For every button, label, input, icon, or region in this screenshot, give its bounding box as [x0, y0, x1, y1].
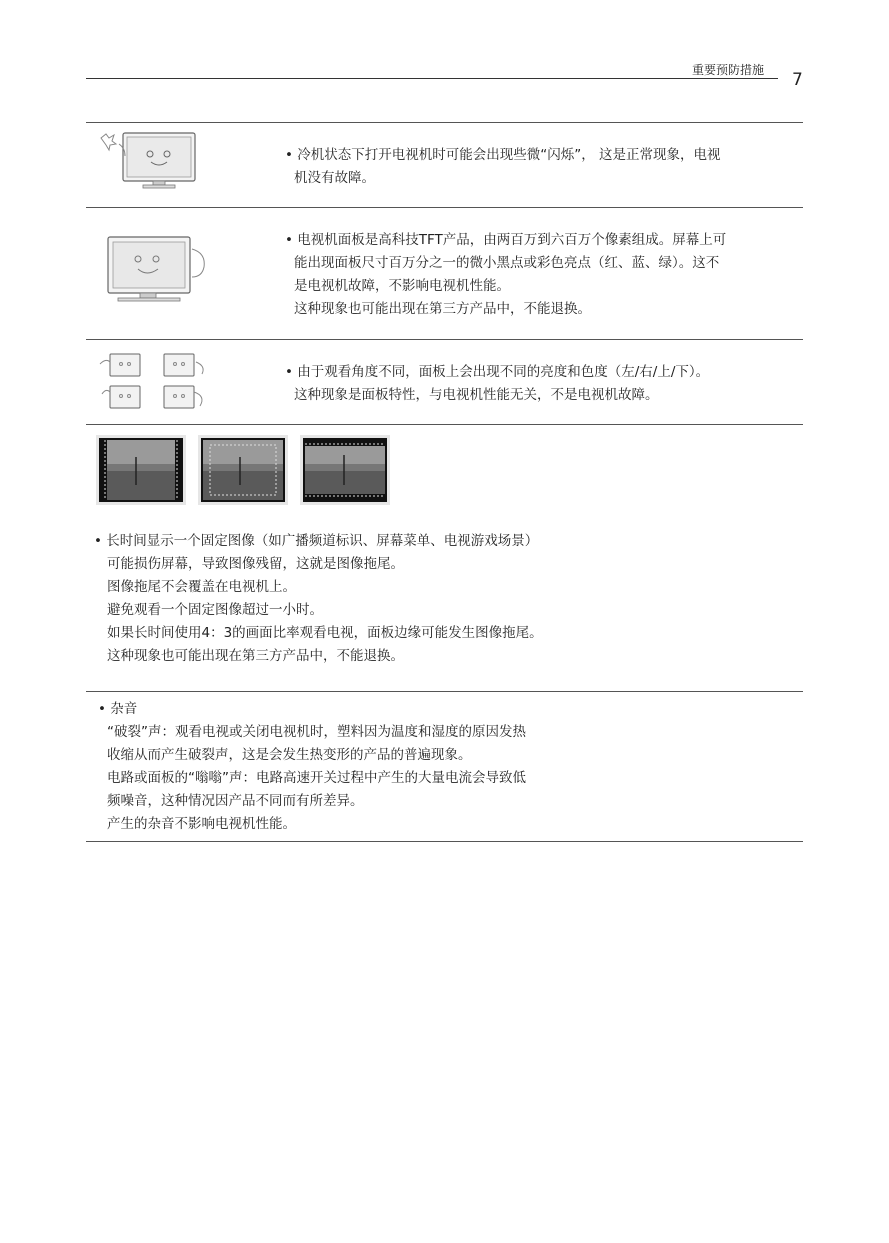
section-divider — [86, 841, 803, 842]
section-divider — [86, 424, 803, 425]
section-divider — [86, 207, 803, 208]
header-divider — [86, 78, 778, 79]
tv-pixel-illustration — [100, 233, 212, 305]
image-retention-photo-2 — [198, 435, 288, 505]
header-title: 重要预防措施 — [692, 63, 765, 77]
section-divider — [86, 691, 803, 692]
section-3-text: • 由于观看角度不同，面板上会出现不同的亮度和色度（左/右/上/下）。 这种现象是面板特性，与电视机性能无关，不是电视机故障。 — [285, 364, 710, 403]
image-retention-photo-1 — [96, 435, 186, 505]
section-5-text: • 杂音 “破裂”声：观看电视或关闭电视机时，塑料因为温度和湿度的原因发热 收缩从而产生破裂声，这是会发生热变形的产品的普遍现象。 电路或面板的“嗡嗡”声：电路高速开关过程中产生的大量电流会导致低 频噪音，这种情况因产品不同而有所差异。 产生的杂音不影响电视机性能。 — [98, 701, 526, 832]
page-number: 7 — [792, 70, 803, 90]
section-2-text: • 电视机面板是高科技TFT产品，由两百万到六百万个像素组成。屏幕上可 能出现面板尺寸百万分之一的微小黑点或彩色亮点（红、蓝、绿）。这不 是电视机故障，不影响电视机性能。 这种现象也可能出现在第三方产品中，不能退换。 — [285, 232, 727, 317]
section-1-text: • 冷机状态下打开电视机时可能会出现些微“闪烁”， 这是正常现象，电视 机没有故障。 — [285, 147, 721, 186]
section-divider — [86, 122, 803, 123]
viewing-angle-illustration — [98, 348, 212, 414]
section-4-text: • 长时间显示一个固定图像（如广播频道标识、屏幕菜单、电视游戏场景） 可能损伤屏幕，导致图像残留，这就是图像拖尾。 图像拖尾不会覆盖在电视机上。 避免观看一个固定图像超过一小时。 如果长时间使用4：3的画面比率观看电视，面板边缘可能发生图像拖尾。 这种现象也可能出现在第三方产品中，不能退换。 — [94, 533, 543, 664]
tv-flicker-illustration — [95, 128, 205, 194]
image-retention-photo-3 — [300, 435, 390, 505]
section-divider — [86, 339, 803, 340]
